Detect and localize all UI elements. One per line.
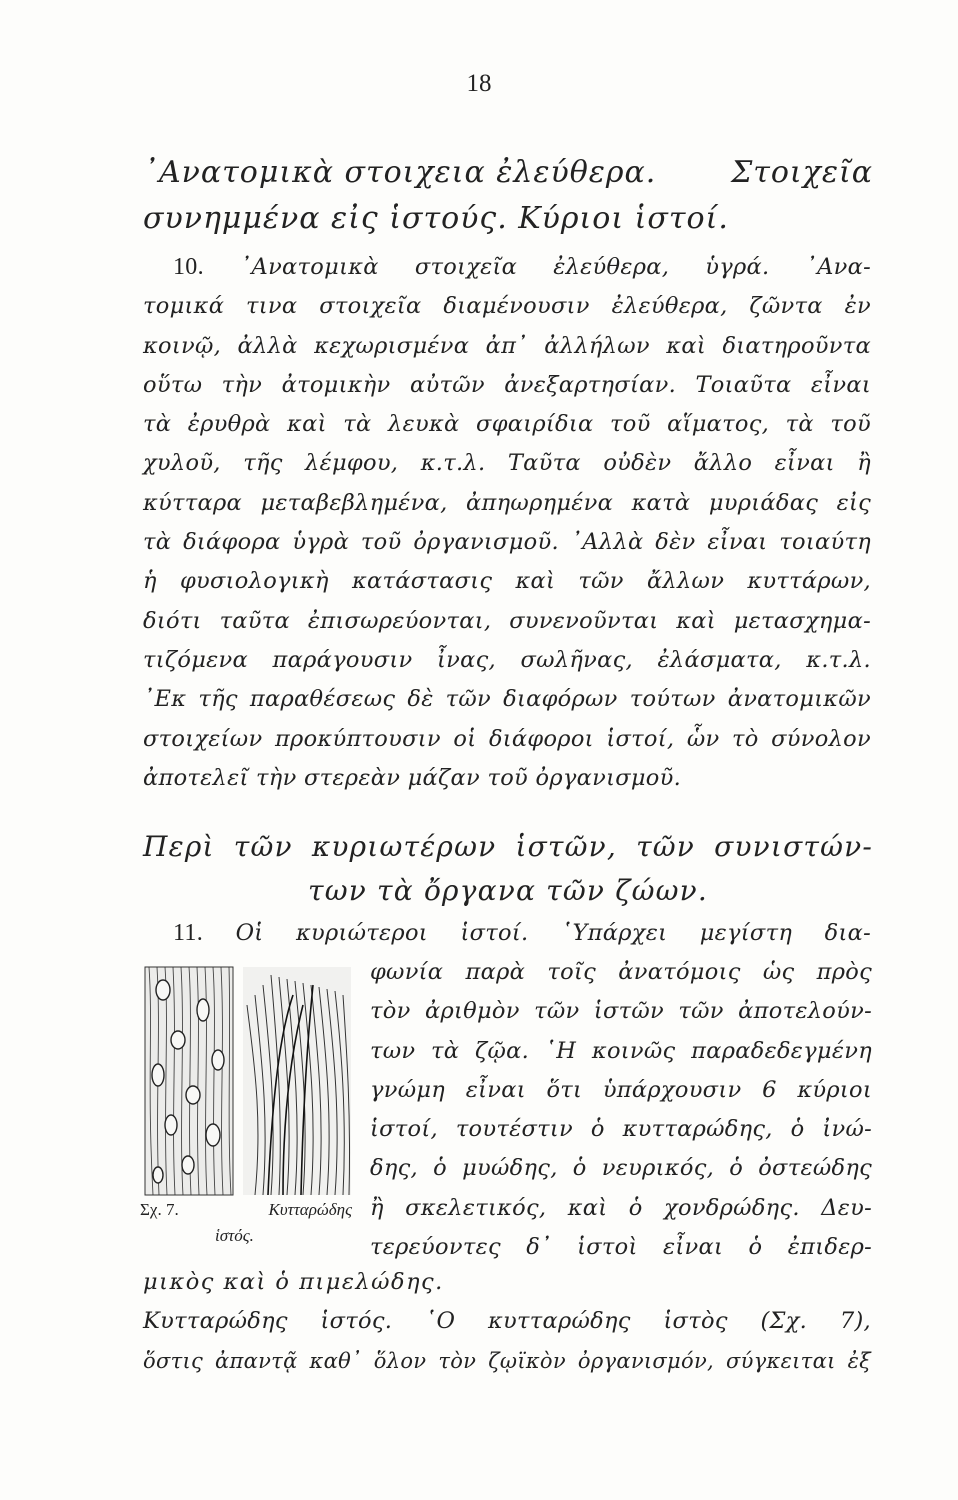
- paragraph-line: φωνία παρὰ τοῖς ἀνατόμοις ὡς πρὸς: [370, 959, 872, 985]
- figure-caption-1: Κυτταρώδης: [268, 1200, 352, 1219]
- paragraph-line: Οἱ κυριώτεροι ἱστοί. ῾Υπάρχει μεγίστη δια-: [235, 920, 872, 946]
- section2-title: [143, 825, 873, 913]
- figure-caption: [140, 1197, 360, 1249]
- cellular-tissue-engraving-icon: [143, 965, 355, 1197]
- paragraph-line: μικὸς καὶ ὁ πιμελώδης.: [143, 1269, 444, 1295]
- paragraph-11-wrapped: [360, 953, 872, 1267]
- page-number: 18: [466, 70, 492, 97]
- section2-title-line1: Περὶ τῶν κυριωτέρων ἱστῶν, τῶν συνιστών-: [143, 830, 873, 863]
- paragraph-line: διότι ταῦτα ἐπισωρεύονται, συνενοῦνται καὶ μετασχημα-: [143, 607, 871, 634]
- paragraph-line: ἀποτελεῖ τὴν στερεὰν μάζαν τοῦ ὀργανισμοῦ.: [143, 764, 682, 791]
- paragraph-line: τιζόμενα παράγουσιν ἶνας, σωλῆνας, ἐλάσματα, κ.τ.λ.: [143, 646, 871, 673]
- paragraph-line: οὕτω τὴν ἀτομικὴν αὐτῶν ἀνεξαρτησίαν. Τοιαῦτα εἶναι: [143, 371, 871, 398]
- paragraph-11-end: [143, 1263, 871, 1381]
- section-title-left: ᾿Ανατομικὰ στοιχεια ἐλεύθερα.: [143, 155, 657, 190]
- paragraph-10: [143, 248, 871, 798]
- paragraph-line: τὰ διάφορα ὑγρὰ τοῦ ὀργανισμοῦ. ᾿Αλλὰ δὲν εἶναι τοιαύτη: [143, 529, 871, 556]
- paragraph-line: των τὰ ζῷα. ῾Η κοινῶς παραδεδεγμένη: [370, 1037, 872, 1064]
- paragraph-line: ἢ σκελετικός, καὶ ὁ χονδρώδης. Δευ-: [370, 1194, 872, 1221]
- paragraph-line: κοινῷ, ἀλλὰ κεχωρισμένα ἀπ᾿ ἀλλήλων καὶ διατηροῦντα: [143, 332, 871, 359]
- section-title-line2: συνημμένα εἰς ἱστούς. Κύριοι ἱστοί.: [143, 201, 729, 236]
- paragraph-line: τομικά τινα στοιχεῖα διαμένουσιν ἐλεύθερα, ζῶντα ἐν: [143, 293, 871, 320]
- paragraph-line: ὅστις ἀπαντᾷ καθ᾿ ὅλον τὸν ζῳϊκὸν ὀργανισμόν, σύγκειται ἐξ: [143, 1348, 871, 1373]
- paragraph-line: γνώμη εἶναι ὅτι ὑπάρχουσιν 6 κύριοι: [370, 1076, 872, 1103]
- paragraph-line: ἱστοί, τουτέστιν ὁ κυτταρώδης, ὁ ἰνώ-: [370, 1116, 872, 1143]
- paragraph-line: χυλοῦ, τῆς λέμφου, κ.τ.λ. Ταῦτα οὐδὲν ἄλλο εἶναι ἢ: [143, 450, 871, 477]
- paragraph-line: τερεύοντες δ᾿ ἱστοὶ εἶναι ὁ ἐπιδερ-: [370, 1234, 872, 1261]
- paragraph-line: τὰ ἐρυθρὰ καὶ τὰ λευκὰ σφαιρίδια τοῦ αἵματος, τὰ τοῦ: [143, 411, 871, 438]
- paragraph-line: στοιχείων προκύπτουσιν οἱ διάφοροι ἱστοί, ὧν τὸ σύνολον: [143, 725, 871, 752]
- paragraph-line: ἡ φυσιολογικὴ κατάστασις καὶ τῶν ἄλλων κυττάρων,: [143, 568, 871, 595]
- paragraph-line: ᾿Εκ τῆς παραθέσεως δὲ τῶν διαφόρων τούτων ἀνατομικῶν: [143, 686, 871, 713]
- paragraph-number: 11.: [173, 920, 204, 946]
- figure-caption-2: ἱστός.: [215, 1226, 254, 1245]
- paragraph-11-first: [143, 914, 871, 953]
- section2-title-line2: των τὰ ὄργανα τῶν ζώων.: [308, 874, 708, 907]
- figure-label: Σχ. 7.: [140, 1200, 179, 1219]
- paragraph-line: δης, ὁ μυώδης, ὁ νευρικός, ὁ ὀστεώδης: [370, 1155, 872, 1182]
- section-title-right: Στοιχεῖα: [731, 155, 873, 190]
- paragraph-line: κύτταρα μεταβεβλημένα, ἀπηωρημένα κατὰ μυριάδας εἰς: [143, 489, 871, 516]
- section-title: [143, 150, 873, 242]
- paragraph-line: Κυτταρώδης ἱστός. ῾Ο κυτταρώδης ἱστὸς (Σχ. 7),: [143, 1308, 871, 1335]
- paragraph-line: τὸν ἀριθμὸν τῶν ἱστῶν τῶν ἀποτελούν-: [370, 998, 872, 1025]
- paragraph-number: 10.: [173, 254, 204, 280]
- paragraph-line: ᾿Ανατομικὰ στοιχεῖα ἐλεύθερα, ὑγρά. ᾿Ανα-: [239, 254, 871, 280]
